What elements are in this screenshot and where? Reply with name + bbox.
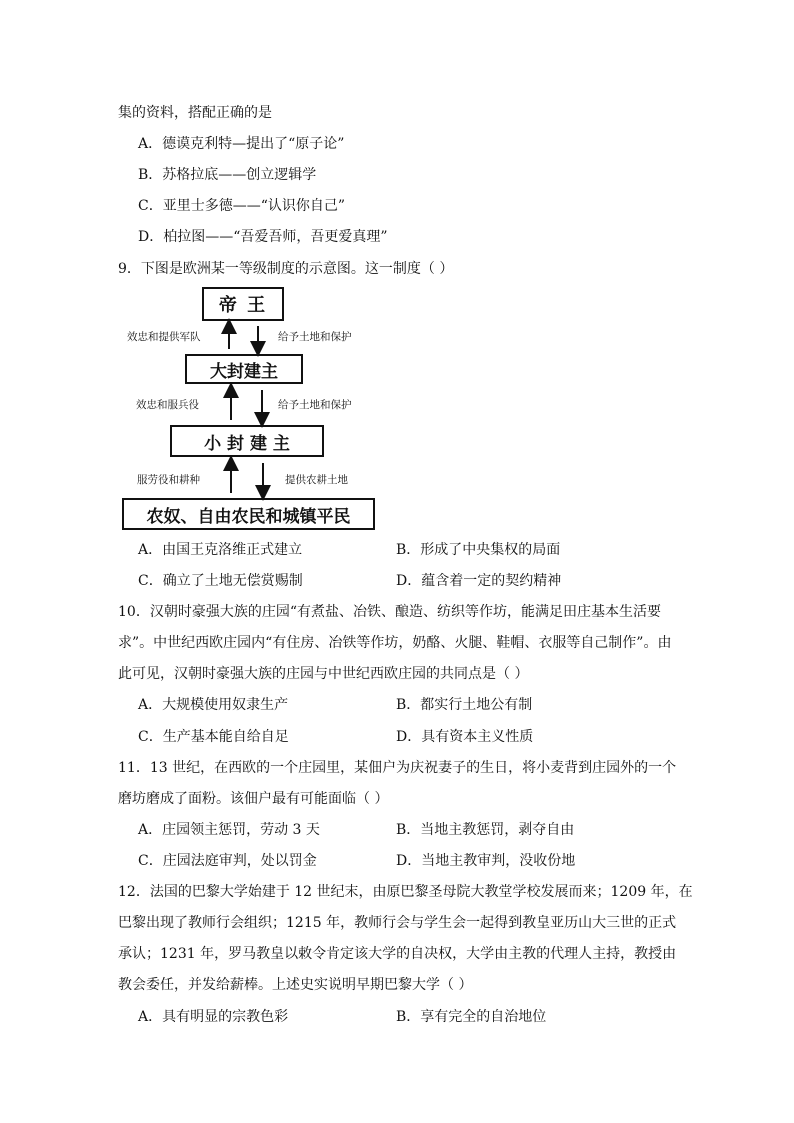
q11-stem-line-1: 11．13 世纪，在西欧的一个庄园里，某佃户为庆祝妻子的生日，将小麦背到庄园外的一个 [118,760,677,776]
diagram-level-commoners: 农奴、自由农民和城镇平民 [122,498,375,530]
q8-option-c: C．亚里士多德——“认识你自己” [138,198,346,214]
q11-option-c: C．庄园法庭审判，处以罚金 [138,853,317,869]
q12-stem-line-2: 巴黎出现了教师行会组织；1215 年，教师行会与学生会一起得到教皇亚历山大三世的正式 [118,915,677,931]
diagram-level-great-lords: 大封建主 [185,354,303,384]
q8-stem-tail: 集的资料，搭配正确的是 [118,105,272,121]
diagram-down-label-1: 给予土地和保护 [278,331,352,343]
diagram-up-label-1: 效忠和提供军队 [127,331,201,343]
q8-option-a: A．德谟克利特—提出了“原子论” [138,136,345,152]
q12-stem-line-3: 承认；1231 年，罗马教皇以敕令肯定该大学的自决权，大学由主教的代理人主持，教授由 [118,946,677,962]
q11-stem-line-2: 磨坊磨成了面粉。该佃户最有可能面临（ ） [118,791,389,807]
q10-option-a: A．大规模使用奴隶生产 [138,697,289,713]
q9-stem: 9．下图是欧洲某一等级制度的示意图。这一制度（ ） [118,261,454,277]
q9-option-c: C．确立了土地无偿赏赐制 [138,573,303,589]
q11-option-b: B．当地主教惩罚，剥夺自由 [396,822,575,838]
q8-option-d: D．柏拉图——“吾爱吾师，吾更爱真理” [138,229,388,245]
q9-option-b: B．形成了中央集权的局面 [396,542,561,558]
q10-stem-line-1: 10．汉朝时豪强大族的庄园“有煮盐、冶铁、酿造、纺织等作坊，能满足田庄基本生活要 [118,604,661,620]
q9-option-a: A．由国王克洛维正式建立 [138,542,303,558]
q10-option-c: C．生产基本能自给自足 [138,729,289,745]
diagram-down-label-2: 给予土地和保护 [278,399,352,411]
diagram-level-lesser-lords: 小 封 建 主 [170,425,324,457]
q10-stem-line-2: 求”。中世纪西欧庄园内“有住房、冶铁等作坊，奶酪、火腿、鞋帽、衣服等自己制作”。由 [118,635,672,651]
q10-option-b: B．都实行土地公有制 [396,697,533,713]
q10-stem-line-3: 此可见，汉朝时豪强大族的庄园与中世纪西欧庄园的共同点是（ ） [118,666,529,682]
q11-option-a: A．庄园领主惩罚，劳动 3 天 [138,822,320,838]
diagram-up-label-2: 效忠和服兵役 [136,399,199,411]
q9-option-d: D．蕴含着一定的契约精神 [396,573,562,589]
q12-stem-line-1: 12．法国的巴黎大学始建于 12 世纪末，由原巴黎圣母院大教堂学校发展而来；1209 年，在 [118,884,693,900]
q12-stem-line-4: 教会委任，并发给薪棒。上述史实说明早期巴黎大学（ ） [118,977,473,993]
q12-option-a: A．具有明显的宗教色彩 [138,1009,289,1025]
q10-option-d: D．具有资本主义性质 [396,729,534,745]
diagram-down-label-3: 提供农耕土地 [285,474,348,486]
q11-option-d: D．当地主教审判，没收份地 [396,853,576,869]
diagram-up-label-3: 服劳役和耕种 [137,474,200,486]
q12-option-b: B．享有完全的自治地位 [396,1009,547,1025]
diagram-level-emperor: 帝 王 [202,287,284,321]
q8-option-b: B．苏格拉底——创立逻辑学 [138,167,317,183]
